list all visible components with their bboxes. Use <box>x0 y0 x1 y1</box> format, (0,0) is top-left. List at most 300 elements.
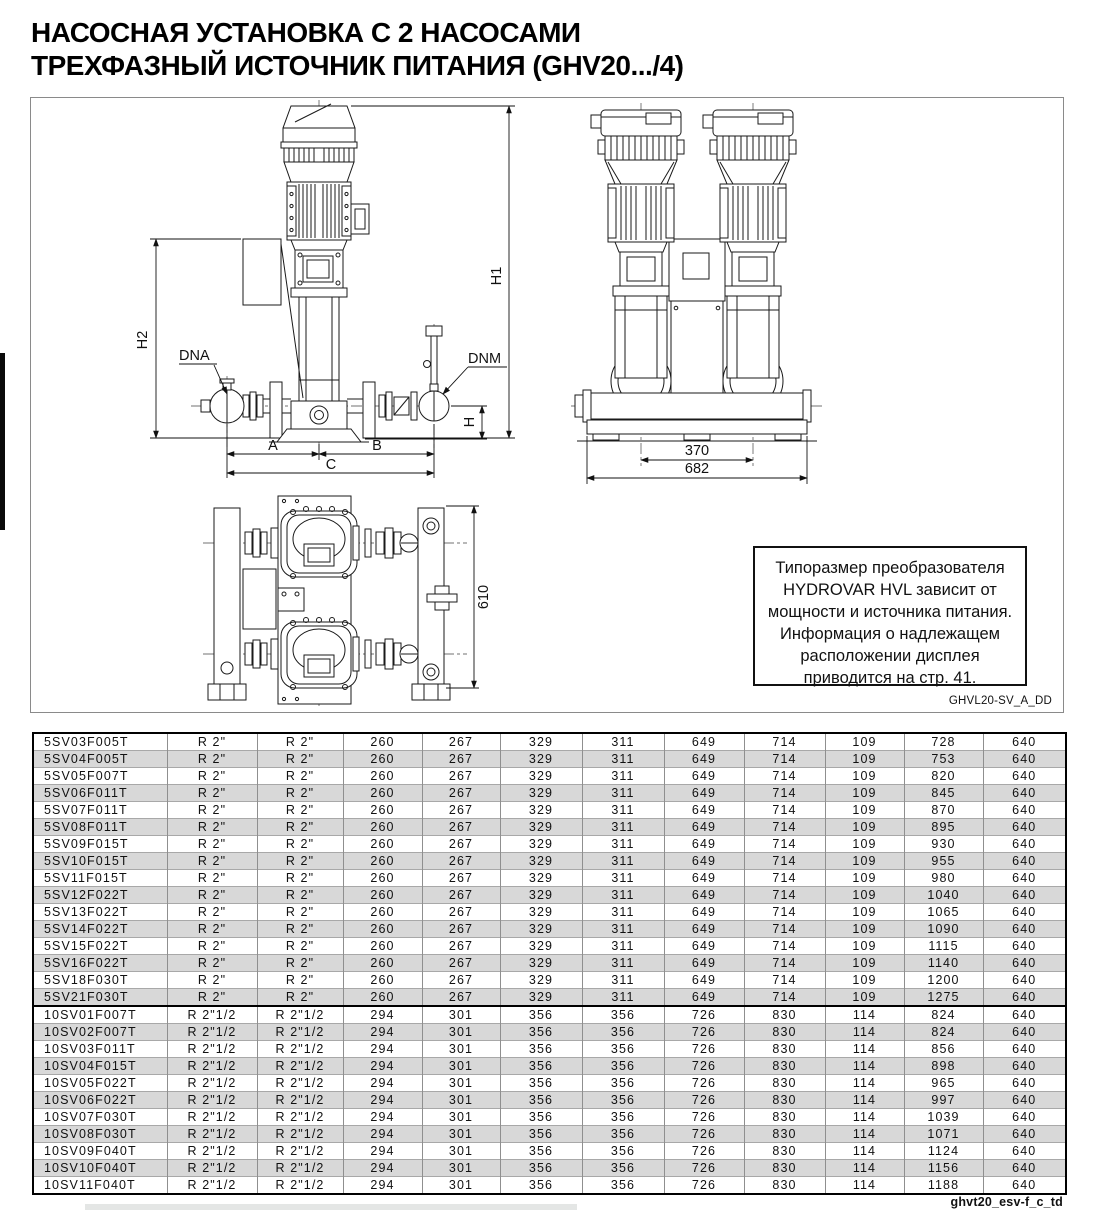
dim-cell: 714 <box>744 836 825 853</box>
dim-cell: 640 <box>983 733 1066 751</box>
table-row <box>33 1177 1066 1195</box>
table-row <box>33 1126 1066 1143</box>
bottom-cutoff-bar <box>85 1204 577 1210</box>
table-row <box>33 904 1066 921</box>
dim-cell: 109 <box>825 870 904 887</box>
dim-cell: 260 <box>343 887 422 904</box>
note-line: Информация о надлежащем <box>779 625 1001 643</box>
dim-cell: 640 <box>983 768 1066 785</box>
dim-cell: 1040 <box>904 887 983 904</box>
dim-cell: 311 <box>582 785 664 802</box>
dim-cell: 267 <box>422 836 500 853</box>
dim-cell: 714 <box>744 802 825 819</box>
dim-cell: 640 <box>983 853 1066 870</box>
dim-cell: 845 <box>904 785 983 802</box>
dim-cell: 649 <box>664 989 744 1007</box>
dim-cell: R 2" <box>257 989 343 1007</box>
dim-label-h1: H1 <box>489 266 505 286</box>
table-row <box>33 938 1066 955</box>
dim-cell: 649 <box>664 785 744 802</box>
dim-label-610: 610 <box>476 584 492 610</box>
dim-cell: 726 <box>664 1041 744 1058</box>
dim-cell: R 2" <box>167 921 257 938</box>
table-row <box>33 768 1066 785</box>
model-cell: 10SV01F007T <box>33 1006 167 1024</box>
model-cell: 5SV15F022T <box>33 938 167 955</box>
dim-cell: 649 <box>664 751 744 768</box>
dim-cell: R 2" <box>257 819 343 836</box>
table-row <box>33 1041 1066 1058</box>
dim-cell: 114 <box>825 1024 904 1041</box>
dim-cell: 301 <box>422 1006 500 1024</box>
dim-cell: 356 <box>500 1126 582 1143</box>
dim-cell: 356 <box>582 1075 664 1092</box>
dim-cell: 997 <box>904 1092 983 1109</box>
dim-cell: 856 <box>904 1041 983 1058</box>
dim-cell: R 2"1/2 <box>167 1143 257 1160</box>
pump-top-view <box>281 507 357 579</box>
dim-cell: 714 <box>744 921 825 938</box>
dim-cell: 329 <box>500 768 582 785</box>
table-row <box>33 1006 1066 1024</box>
dim-cell: 311 <box>582 853 664 870</box>
table-row <box>33 1160 1066 1177</box>
table-row <box>33 785 1066 802</box>
dim-cell: 640 <box>983 870 1066 887</box>
table-row <box>33 751 1066 768</box>
dim-cell: 356 <box>500 1075 582 1092</box>
dim-cell: R 2"1/2 <box>257 1058 343 1075</box>
dim-cell: 267 <box>422 870 500 887</box>
dim-cell: R 2" <box>167 955 257 972</box>
dim-cell: 329 <box>500 819 582 836</box>
dim-cell: 356 <box>500 1058 582 1075</box>
dim-label-c: C <box>325 457 337 473</box>
dim-cell: 329 <box>500 938 582 955</box>
dim-cell: 311 <box>582 733 664 751</box>
dim-cell: 294 <box>343 1160 422 1177</box>
dim-cell: R 2" <box>257 921 343 938</box>
dim-cell: 260 <box>343 785 422 802</box>
dim-cell: R 2"1/2 <box>167 1024 257 1041</box>
dim-cell: 1156 <box>904 1160 983 1177</box>
table-row <box>33 1058 1066 1075</box>
dim-cell: 820 <box>904 768 983 785</box>
table-row <box>33 819 1066 836</box>
table-row <box>33 1075 1066 1092</box>
dim-cell: 830 <box>744 1177 825 1195</box>
dim-cell: 267 <box>422 785 500 802</box>
dim-cell: 109 <box>825 904 904 921</box>
dim-cell: R 2"1/2 <box>257 1109 343 1126</box>
dim-cell: 267 <box>422 819 500 836</box>
dim-cell: R 2"1/2 <box>167 1177 257 1195</box>
dim-cell: 311 <box>582 989 664 1007</box>
dim-label-dnm: DNM <box>468 351 502 367</box>
dim-cell: 260 <box>343 921 422 938</box>
dim-cell: 267 <box>422 989 500 1007</box>
dim-cell: 649 <box>664 853 744 870</box>
dim-cell: R 2" <box>257 904 343 921</box>
dim-cell: 109 <box>825 938 904 955</box>
dim-cell: 260 <box>343 768 422 785</box>
top-plan-view <box>203 496 492 706</box>
model-cell: 10SV04F015T <box>33 1058 167 1075</box>
model-cell: 10SV05F022T <box>33 1075 167 1092</box>
dim-cell: 830 <box>744 1006 825 1024</box>
file-code: ghvt20_esv-f_c_td <box>950 1195 1063 1209</box>
dim-cell: 830 <box>744 1109 825 1126</box>
dim-cell: 1065 <box>904 904 983 921</box>
dim-cell: 1200 <box>904 972 983 989</box>
dim-cell: 980 <box>904 870 983 887</box>
dim-cell: R 2"1/2 <box>257 1075 343 1092</box>
dim-cell: 714 <box>744 989 825 1007</box>
dim-cell: 109 <box>825 751 904 768</box>
dim-cell: 294 <box>343 1109 422 1126</box>
dim-cell: 714 <box>744 955 825 972</box>
dimensions-table-body <box>33 733 1066 1194</box>
dim-cell: R 2"1/2 <box>257 1126 343 1143</box>
dim-cell: 301 <box>422 1143 500 1160</box>
dim-cell: 329 <box>500 904 582 921</box>
dim-cell: 114 <box>825 1041 904 1058</box>
model-cell: 5SV16F022T <box>33 955 167 972</box>
dim-label-h: H <box>462 416 478 428</box>
drawing-code: GHVL20-SV_A_DD <box>948 695 1052 707</box>
dim-cell: 311 <box>582 870 664 887</box>
dim-cell: 640 <box>983 904 1066 921</box>
dim-cell: 311 <box>582 819 664 836</box>
dim-cell: 930 <box>904 836 983 853</box>
dim-cell: 1071 <box>904 1126 983 1143</box>
dim-cell: 726 <box>664 1075 744 1092</box>
dim-cell: 640 <box>983 1058 1066 1075</box>
dim-cell: 356 <box>500 1092 582 1109</box>
dim-cell: 109 <box>825 836 904 853</box>
dim-cell: 640 <box>983 989 1066 1007</box>
model-cell: 5SV18F030T <box>33 972 167 989</box>
dim-cell: 260 <box>343 938 422 955</box>
dim-cell: 294 <box>343 1143 422 1160</box>
table-row <box>33 836 1066 853</box>
dim-cell: 824 <box>904 1006 983 1024</box>
dim-cell: 267 <box>422 887 500 904</box>
page-title-line2: ТРЕХФАЗНЫЙ ИСТОЧНИК ПИТАНИЯ (GHV20.../4) <box>31 50 684 81</box>
dim-cell: 714 <box>744 733 825 751</box>
dim-cell: 356 <box>582 1006 664 1024</box>
model-cell: 10SV02F007T <box>33 1024 167 1041</box>
dim-cell: 830 <box>744 1041 825 1058</box>
dim-cell: 714 <box>744 751 825 768</box>
dim-cell: R 2"1/2 <box>257 1143 343 1160</box>
dim-cell: 267 <box>422 972 500 989</box>
dim-label-a: A <box>268 438 278 454</box>
dim-cell: R 2" <box>257 836 343 853</box>
dim-cell: 294 <box>343 1006 422 1024</box>
dim-cell: 830 <box>744 1075 825 1092</box>
dim-cell: R 2" <box>257 938 343 955</box>
dim-cell: 294 <box>343 1041 422 1058</box>
dim-cell: R 2" <box>167 733 257 751</box>
dim-cell: 109 <box>825 955 904 972</box>
dim-cell: 109 <box>825 785 904 802</box>
dim-cell: 114 <box>825 1109 904 1126</box>
dim-cell: 649 <box>664 904 744 921</box>
dim-label-dna: DNA <box>179 348 210 364</box>
dim-cell: R 2"1/2 <box>167 1006 257 1024</box>
dim-cell: R 2" <box>167 802 257 819</box>
dim-cell: 260 <box>343 904 422 921</box>
dim-cell: 714 <box>744 972 825 989</box>
dim-cell: 356 <box>582 1109 664 1126</box>
dim-cell: 640 <box>983 1160 1066 1177</box>
dim-cell: 640 <box>983 972 1066 989</box>
dim-cell: R 2" <box>257 751 343 768</box>
model-cell: 5SV06F011T <box>33 785 167 802</box>
dim-cell: R 2" <box>257 887 343 904</box>
dim-cell: 311 <box>582 768 664 785</box>
model-cell: 10SV07F030T <box>33 1109 167 1126</box>
dim-cell: 329 <box>500 802 582 819</box>
dim-cell: 294 <box>343 1058 422 1075</box>
dim-cell: 109 <box>825 921 904 938</box>
dim-cell: 726 <box>664 1109 744 1126</box>
model-cell: 5SV09F015T <box>33 836 167 853</box>
dim-cell: 640 <box>983 1126 1066 1143</box>
dim-cell: 356 <box>582 1058 664 1075</box>
dim-cell: 114 <box>825 1075 904 1092</box>
dim-label-370: 370 <box>684 443 710 459</box>
dim-cell: 267 <box>422 955 500 972</box>
dim-cell: 301 <box>422 1092 500 1109</box>
dim-cell: 714 <box>744 904 825 921</box>
dim-cell: R 2"1/2 <box>257 1006 343 1024</box>
dim-cell: 329 <box>500 921 582 938</box>
note-line: расположении дисплея <box>800 647 980 665</box>
dim-cell: 649 <box>664 802 744 819</box>
dim-cell: 329 <box>500 836 582 853</box>
dim-cell: 870 <box>904 802 983 819</box>
dim-cell: 114 <box>825 1177 904 1195</box>
dim-cell: 356 <box>582 1041 664 1058</box>
model-cell: 5SV14F022T <box>33 921 167 938</box>
dim-cell: 356 <box>500 1006 582 1024</box>
dim-cell: 301 <box>422 1058 500 1075</box>
table-row <box>33 921 1066 938</box>
table-row <box>33 955 1066 972</box>
dimensions-table <box>32 732 1067 1195</box>
dim-cell: 356 <box>582 1126 664 1143</box>
dim-cell: 267 <box>422 921 500 938</box>
dim-cell: R 2"1/2 <box>257 1041 343 1058</box>
dim-cell: 267 <box>422 768 500 785</box>
model-cell: 5SV08F011T <box>33 819 167 836</box>
dim-cell: R 2" <box>257 733 343 751</box>
dim-cell: 1124 <box>904 1143 983 1160</box>
dim-cell: 329 <box>500 870 582 887</box>
dim-cell: 109 <box>825 972 904 989</box>
dim-cell: 726 <box>664 1126 744 1143</box>
dim-cell: 294 <box>343 1177 422 1195</box>
dim-cell: 356 <box>582 1160 664 1177</box>
dim-cell: 356 <box>582 1177 664 1195</box>
dim-cell: R 2" <box>257 972 343 989</box>
dim-cell: R 2" <box>167 768 257 785</box>
dim-cell: 260 <box>343 836 422 853</box>
model-cell: 5SV12F022T <box>33 887 167 904</box>
dim-label-h2: H2 <box>135 330 151 350</box>
dim-cell: 356 <box>582 1092 664 1109</box>
dim-cell: 356 <box>500 1160 582 1177</box>
dim-cell: 640 <box>983 1109 1066 1126</box>
dim-cell: 830 <box>744 1126 825 1143</box>
dim-cell: 329 <box>500 853 582 870</box>
table-row <box>33 1024 1066 1041</box>
dim-cell: 640 <box>983 921 1066 938</box>
dim-cell: 640 <box>983 1006 1066 1024</box>
dim-cell: 267 <box>422 733 500 751</box>
dim-cell: R 2"1/2 <box>167 1126 257 1143</box>
dim-cell: 329 <box>500 989 582 1007</box>
model-cell: 5SV03F005T <box>33 733 167 751</box>
dim-cell: R 2"1/2 <box>167 1058 257 1075</box>
dim-cell: R 2" <box>167 819 257 836</box>
dim-cell: 311 <box>582 955 664 972</box>
dim-cell: R 2" <box>167 870 257 887</box>
dim-cell: 356 <box>500 1041 582 1058</box>
dim-cell: 1140 <box>904 955 983 972</box>
dim-cell: 329 <box>500 733 582 751</box>
dim-cell: 109 <box>825 887 904 904</box>
dim-cell: 329 <box>500 887 582 904</box>
model-cell: 5SV13F022T <box>33 904 167 921</box>
dim-cell: 714 <box>744 853 825 870</box>
dim-cell: 114 <box>825 1126 904 1143</box>
dim-cell: 356 <box>500 1143 582 1160</box>
table-row <box>33 802 1066 819</box>
note-line: Типоразмер преобразователя <box>775 559 1005 577</box>
note-line: HYDROVAR HVL зависит от <box>783 581 997 599</box>
dim-cell: 640 <box>983 1177 1066 1195</box>
dim-cell: 830 <box>744 1160 825 1177</box>
drawing-panel <box>30 97 1064 713</box>
dim-cell: 726 <box>664 1177 744 1195</box>
dim-cell: 311 <box>582 887 664 904</box>
dim-cell: 301 <box>422 1041 500 1058</box>
dim-cell: 640 <box>983 938 1066 955</box>
model-cell: 10SV10F040T <box>33 1160 167 1177</box>
dim-cell: 649 <box>664 836 744 853</box>
note-box <box>753 546 1027 686</box>
dim-cell: 649 <box>664 733 744 751</box>
dim-cell: R 2"1/2 <box>257 1024 343 1041</box>
dim-cell: 728 <box>904 733 983 751</box>
dim-cell: 830 <box>744 1143 825 1160</box>
dim-cell: R 2"1/2 <box>167 1109 257 1126</box>
dim-cell: 824 <box>904 1024 983 1041</box>
model-cell: 10SV03F011T <box>33 1041 167 1058</box>
dim-cell: R 2"1/2 <box>167 1041 257 1058</box>
dim-cell: 109 <box>825 853 904 870</box>
dim-cell: 640 <box>983 1143 1066 1160</box>
dim-cell: 640 <box>983 1024 1066 1041</box>
dim-cell: 640 <box>983 836 1066 853</box>
dim-cell: 714 <box>744 887 825 904</box>
dim-cell: R 2"1/2 <box>257 1160 343 1177</box>
dim-cell: R 2" <box>167 836 257 853</box>
dim-cell: R 2" <box>167 887 257 904</box>
model-cell: 5SV05F007T <box>33 768 167 785</box>
table-row <box>33 887 1066 904</box>
dim-cell: 726 <box>664 1058 744 1075</box>
dim-cell: 109 <box>825 733 904 751</box>
dim-cell: R 2" <box>167 785 257 802</box>
front-view-single-pump <box>135 100 515 478</box>
note-line: мощности и источника питания. <box>767 603 1013 621</box>
dim-cell: 301 <box>422 1024 500 1041</box>
page-title <box>31 16 684 82</box>
dim-cell: 640 <box>983 1075 1066 1092</box>
dim-label-b: B <box>372 438 382 454</box>
dim-label-682: 682 <box>684 461 710 477</box>
page-edge-tab <box>0 353 5 530</box>
dim-cell: 1188 <box>904 1177 983 1195</box>
dim-cell: 311 <box>582 938 664 955</box>
dim-cell: R 2" <box>257 802 343 819</box>
model-cell: 5SV10F015T <box>33 853 167 870</box>
dim-cell: R 2"1/2 <box>257 1177 343 1195</box>
dim-cell: R 2"1/2 <box>167 1160 257 1177</box>
model-cell: 5SV07F011T <box>33 802 167 819</box>
dim-cell: 1115 <box>904 938 983 955</box>
dim-cell: 109 <box>825 768 904 785</box>
dim-cell: 640 <box>983 1041 1066 1058</box>
dim-cell: 640 <box>983 785 1066 802</box>
dim-cell: R 2" <box>167 989 257 1007</box>
dim-cell: 267 <box>422 904 500 921</box>
dim-cell: 301 <box>422 1109 500 1126</box>
note-line: приводится на стр. 41. <box>803 669 977 687</box>
dim-cell: 640 <box>983 887 1066 904</box>
dim-cell: 114 <box>825 1092 904 1109</box>
dim-cell: 311 <box>582 904 664 921</box>
dim-cell: 714 <box>744 870 825 887</box>
dim-cell: 109 <box>825 819 904 836</box>
model-cell: 5SV21F030T <box>33 989 167 1007</box>
dim-cell: R 2" <box>257 785 343 802</box>
dim-cell: 311 <box>582 802 664 819</box>
dim-cell: 301 <box>422 1160 500 1177</box>
model-cell: 10SV06F022T <box>33 1092 167 1109</box>
dim-cell: 260 <box>343 853 422 870</box>
dim-cell: R 2" <box>257 870 343 887</box>
dim-cell: 753 <box>904 751 983 768</box>
dim-cell: 109 <box>825 802 904 819</box>
dim-cell: 714 <box>744 785 825 802</box>
model-cell: 10SV11F040T <box>33 1177 167 1195</box>
dim-cell: 649 <box>664 972 744 989</box>
dim-cell: 329 <box>500 972 582 989</box>
dim-cell: 649 <box>664 887 744 904</box>
dim-cell: 830 <box>744 1024 825 1041</box>
dim-cell: 649 <box>664 870 744 887</box>
dim-cell: 649 <box>664 955 744 972</box>
dim-cell: 329 <box>500 785 582 802</box>
dim-cell: 294 <box>343 1126 422 1143</box>
dim-cell: R 2" <box>167 904 257 921</box>
table-row <box>33 870 1066 887</box>
